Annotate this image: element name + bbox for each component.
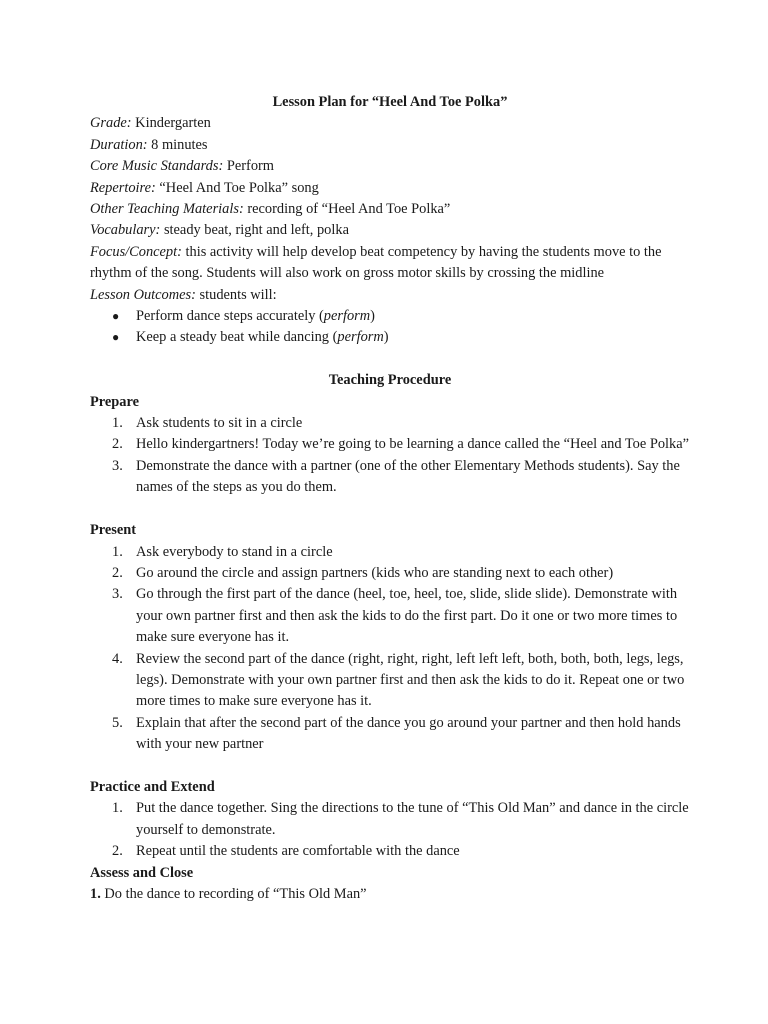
list-item: 1. Ask everybody to stand in a circle [112, 543, 333, 560]
list-item: 3. Go through the first part of the dance (heel, toe, heel, toe, slide, slide slide). Demonstrate with your own partner first and then ask the kids to do the first part. Do it one or two more times to make sure everyone has it. [112, 586, 678, 646]
field-label: Other Teaching Materials: [90, 201, 244, 218]
field-label: Core Music Standards: [90, 158, 224, 175]
field-value: Perform [223, 158, 275, 175]
field-repertoire [90, 178, 690, 199]
field-grade [90, 113, 690, 134]
field-label: Repertoire: [90, 179, 156, 196]
section-title: Teaching Procedure [328, 372, 452, 389]
present-steps [90, 542, 690, 756]
document-page [90, 92, 690, 905]
field-label: Vocabulary: [90, 222, 161, 239]
document-title: Lesson Plan for “Heel And Toe Polka” [272, 94, 508, 110]
lesson-fields [90, 113, 690, 306]
field-label: Lesson Outcomes: [90, 286, 196, 303]
field-value: students will: [195, 286, 277, 303]
list-item: 1. Put the dance together. Sing the directions to the tune of “This Old Man” and dance in the circle yourself to demonstrate. [112, 800, 689, 838]
list-item: ● Keep a steady beat while dancing (perform) [90, 327, 690, 348]
field-value: steady beat, right and left, polka [160, 222, 349, 239]
field-value: Kindergarten [131, 115, 211, 132]
field-outcomes [90, 285, 690, 306]
field-focus [90, 242, 690, 285]
bullet-icon: ● [112, 309, 120, 324]
field-value: “Heel And Toe Polka” song [155, 179, 319, 196]
list-item: 1. Ask students to sit in a circle [112, 415, 303, 432]
list-item: 5. Explain that after the second part of the dance you go around your partner and then hold hands with your new partner [112, 714, 681, 753]
assess-step: 1. Do the dance to recording of “This Old Man” [90, 885, 367, 902]
section-heading-assess: Assess and Close [90, 864, 194, 881]
field-value: 8 minutes [147, 136, 208, 153]
field-label: Focus/Concept: [90, 243, 182, 260]
field-value: this activity will help develop beat competency by having the students move to the rhythm of the song. Students will also work on gross motor skills by crossing the midline [90, 243, 662, 282]
list-item: 2. Go around the circle and assign partners (kids who are standing next to each other) [112, 564, 614, 581]
section-heading-practice: Practice and Extend [90, 778, 215, 795]
section-heading-present: Present [90, 522, 137, 539]
section-heading-prepare: Prepare [90, 393, 140, 410]
field-vocabulary [90, 220, 690, 241]
field-standards [90, 156, 690, 177]
outcomes-list [90, 306, 690, 349]
field-label: Grade: [90, 115, 132, 132]
list-item: 2. Repeat until the students are comfortable with the dance [112, 843, 460, 860]
field-materials [90, 199, 690, 220]
list-item: 3. Demonstrate the dance with a partner (one of the other Elementary Methods students). Say the names of the steps as you do them. [112, 457, 680, 496]
bullet-icon: ● [112, 330, 120, 345]
prepare-steps [90, 413, 690, 499]
list-item: 2. Hello kindergartners! Today we’re going to be learning a dance called the “Heel and Toe Polka” [112, 436, 690, 453]
field-label: Duration: [90, 136, 148, 153]
field-value: recording of “Heel And Toe Polka” [243, 201, 451, 218]
list-item: 4. Review the second part of the dance (right, right, right, left left left, both, both, both, legs, legs, legs). Demonstrate with your own partner first and then ask the kids to do it. Repeat one or two more times to make sure everyone has it. [112, 650, 685, 710]
field-duration [90, 135, 690, 156]
list-item: ● Perform dance steps accurately (perform) [90, 306, 690, 327]
practice-steps [90, 798, 690, 862]
